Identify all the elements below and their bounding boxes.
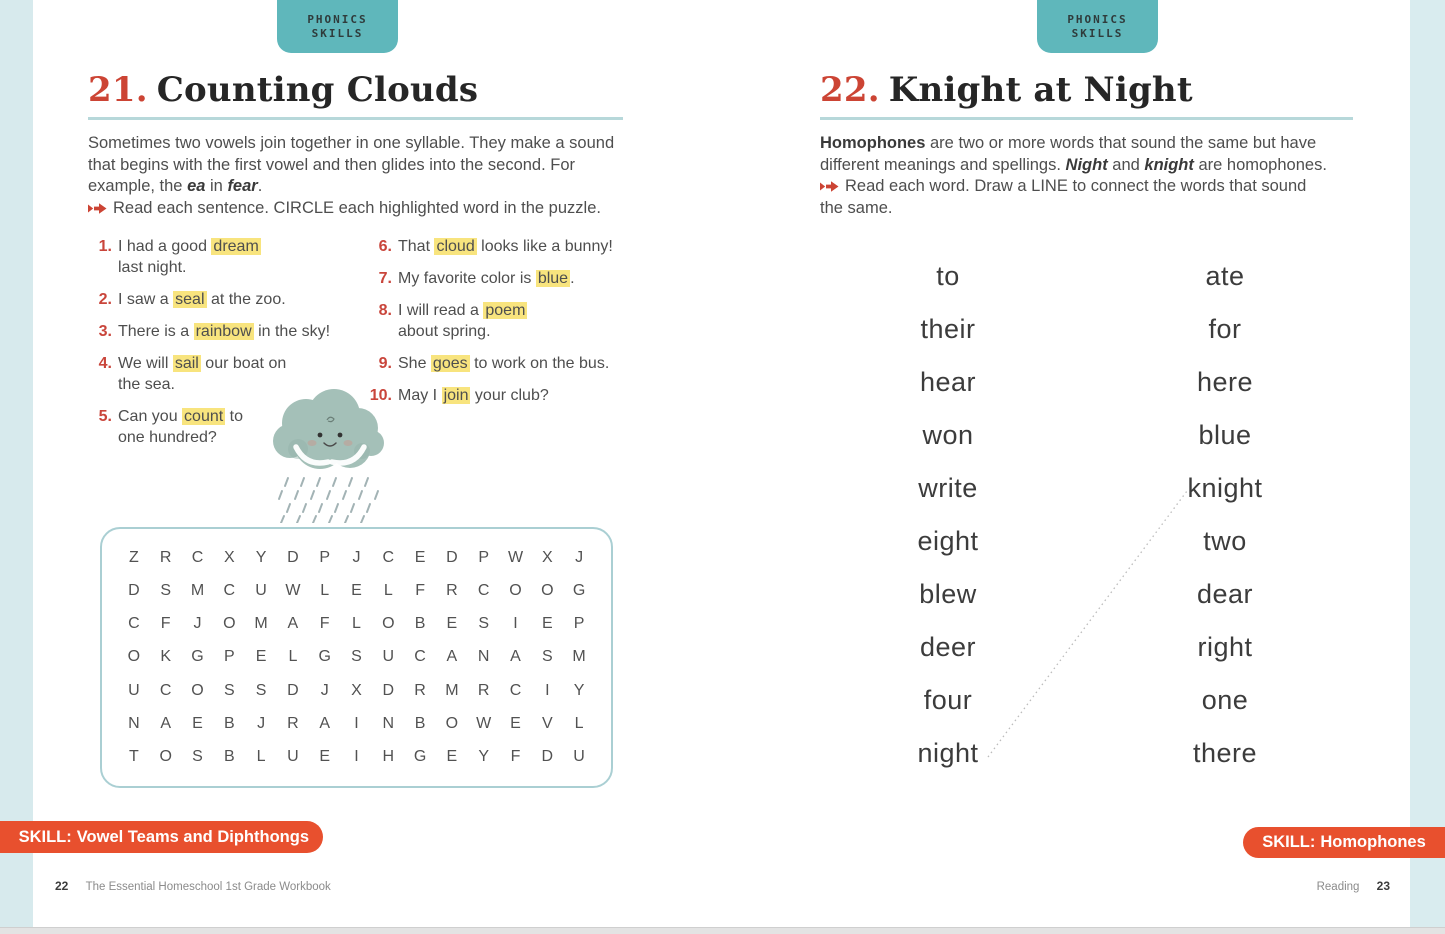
grid-letter: L xyxy=(288,648,298,666)
grid-letter: A xyxy=(510,648,521,666)
grid-letter: D xyxy=(541,748,554,766)
grid-letter: O xyxy=(191,681,204,699)
grid-letter: R xyxy=(287,715,299,733)
lesson-title-left xyxy=(88,70,478,110)
sentence-text xyxy=(398,302,527,340)
intro-left xyxy=(88,133,638,219)
sentence-text xyxy=(398,270,575,287)
highlighted-word: sail xyxy=(174,355,199,372)
grid-letter: E xyxy=(446,615,458,633)
sentence-item xyxy=(88,289,360,310)
sentence-number: 10. xyxy=(369,387,392,404)
sentence-number: 8. xyxy=(378,302,392,319)
grid-letter: O xyxy=(541,581,554,599)
sentence-number: 6. xyxy=(378,238,392,255)
grid-letter: S xyxy=(255,681,267,699)
grid-letter: F xyxy=(510,748,521,766)
sentence-post: . xyxy=(570,270,575,287)
tab-line2: SKILLS xyxy=(1071,26,1124,40)
example-word-fear: fear xyxy=(227,177,258,195)
grid-letter: P xyxy=(478,548,490,566)
sentence-post: our boat on xyxy=(200,355,287,372)
tab-line1: PHONICS xyxy=(307,12,368,26)
phonics-skills-tab-left xyxy=(277,0,398,53)
page-number-right: 23 xyxy=(1376,879,1390,893)
grid-letter: J xyxy=(320,681,329,699)
grid-letter: O xyxy=(223,615,236,633)
grid-letter: M xyxy=(572,648,586,666)
sentence-item xyxy=(368,236,630,257)
grid-letter: U xyxy=(382,648,395,666)
match-word-left: to xyxy=(936,261,960,291)
grid-letter: L xyxy=(320,581,330,599)
grid-letter: U xyxy=(573,748,585,766)
match-column-left xyxy=(858,250,1038,780)
lesson-number: 22. xyxy=(820,70,880,110)
intro-text: are two or more words that sound the same but have xyxy=(925,134,1317,152)
grid-letter: J xyxy=(575,548,584,566)
skill-text: Vowel Teams and Diphthongs xyxy=(76,827,309,846)
match-word-right: for xyxy=(1208,314,1242,344)
intro-line: that begins with the first vowel and then glides into the second. For xyxy=(88,155,576,174)
double-arrow-icon xyxy=(820,180,839,193)
match-word-left: night xyxy=(917,738,979,768)
grid-letter: C xyxy=(223,581,236,599)
lesson-title-text: Counting Clouds xyxy=(156,70,479,110)
grid-letter: P xyxy=(223,648,235,666)
grid-letter: C xyxy=(382,548,395,566)
tab-line2: SKILLS xyxy=(311,26,364,40)
grid-letter: I xyxy=(354,748,359,766)
grid-letter: L xyxy=(352,615,361,633)
grid-letter: G xyxy=(572,581,586,599)
word-search-grid xyxy=(100,527,613,788)
sentence-column-2 xyxy=(368,236,630,417)
sentence-number: 2. xyxy=(98,291,112,308)
sentence-line2: about spring. xyxy=(398,323,491,340)
grid-letter: A xyxy=(446,648,458,666)
example-word-knight: knight xyxy=(1144,155,1194,174)
grid-letter: R xyxy=(446,581,458,599)
sentence-text xyxy=(118,238,261,276)
intro-text: are homophones. xyxy=(1193,155,1327,174)
grid-letter: X xyxy=(541,548,553,566)
intro-line xyxy=(820,133,1370,155)
grid-letter: X xyxy=(223,548,235,566)
grid-letter: O xyxy=(159,748,172,766)
grid-letter: D xyxy=(382,681,395,699)
grid-letter: A xyxy=(160,715,172,733)
highlighted-word: blue xyxy=(537,270,569,287)
match-word-right: here xyxy=(1196,367,1254,397)
grid-letter: S xyxy=(192,748,203,766)
grid-letter: C xyxy=(191,548,204,566)
highlighted-word: join xyxy=(443,387,469,404)
intro-right xyxy=(820,133,1370,219)
grid-letter: Y xyxy=(255,548,267,566)
directive-left xyxy=(88,198,638,220)
directive-text: Read each word. Draw a LINE to connect the words that sound xyxy=(845,177,1307,195)
sentence-item xyxy=(368,385,630,406)
grid-letter: Z xyxy=(129,548,139,566)
grid-letter: A xyxy=(319,715,331,733)
grid-letter: E xyxy=(319,748,331,766)
page-edge-bottom xyxy=(0,927,1445,934)
grid-letter: W xyxy=(285,581,301,599)
match-word-right: knight xyxy=(1187,473,1263,503)
grid-letter: E xyxy=(510,715,521,733)
intro-text: example, the xyxy=(88,177,188,195)
sentence-number: 4. xyxy=(98,355,112,372)
grid-letter: C xyxy=(414,648,426,666)
grid-letter: D xyxy=(287,681,299,699)
lesson-title-text: Knight at Night xyxy=(888,70,1193,110)
grid-letter: H xyxy=(382,748,395,766)
intro-text: . xyxy=(257,177,263,195)
sentence-item xyxy=(368,353,630,374)
grid-letter: R xyxy=(414,681,426,699)
sentence-number: 9. xyxy=(378,355,392,372)
grid-letter: D xyxy=(287,548,299,566)
grid-letter: I xyxy=(354,715,359,733)
sentence-post: to work on the bus. xyxy=(469,355,610,372)
grid-letter: M xyxy=(254,615,268,633)
match-word-left: write xyxy=(918,473,978,503)
grid-letter: L xyxy=(574,715,584,733)
skill-label: SKILL: xyxy=(1262,833,1316,851)
highlighted-word: goes xyxy=(432,355,468,372)
grid-letter: D xyxy=(446,548,458,566)
intro-line xyxy=(820,155,1370,177)
grid-letter: D xyxy=(128,581,140,599)
sentence-line2: the sea. xyxy=(118,376,175,393)
match-column-right xyxy=(1135,250,1315,780)
grid-letter: I xyxy=(545,681,550,699)
vowel-team-ea: ea xyxy=(187,177,206,195)
grid-letter: J xyxy=(257,715,266,733)
highlighted-word: dream xyxy=(213,238,259,255)
highlighted-word: seal xyxy=(175,291,205,308)
directive-right xyxy=(820,176,1370,198)
match-word-left: deer xyxy=(919,632,977,662)
grid-letter: N xyxy=(382,715,395,733)
sentence-post: in the sky! xyxy=(253,323,331,340)
title-underline-right xyxy=(820,117,1353,120)
grid-letter: P xyxy=(573,615,585,633)
match-word-right: right xyxy=(1197,632,1253,662)
sentence-pre: I had a good xyxy=(118,238,212,255)
phonics-skills-tab-right xyxy=(1037,0,1158,53)
double-arrow-icon xyxy=(88,202,107,215)
grid-letter: A xyxy=(287,615,299,633)
page-edge-left xyxy=(0,0,33,928)
match-word-left: hear xyxy=(919,367,977,397)
sentence-pre: There is a xyxy=(118,323,194,340)
grid-letter: B xyxy=(414,615,426,633)
grid-letter: O xyxy=(127,648,141,666)
title-underline-left xyxy=(88,117,623,120)
example-word-night: Night xyxy=(1065,155,1108,174)
sentence-pre: May I xyxy=(398,387,442,404)
sentence-number: 7. xyxy=(378,270,392,287)
grid-letter: E xyxy=(351,581,362,599)
grid-letter: B xyxy=(223,715,235,733)
sentence-number: 3. xyxy=(98,323,112,340)
grid-letter: V xyxy=(541,715,553,733)
directive-text: Read each sentence. CIRCLE each highlighted word in the puzzle. xyxy=(113,198,601,217)
grid-letter: E xyxy=(446,748,458,766)
grid-letter: K xyxy=(160,648,172,666)
sentence-text xyxy=(118,408,243,446)
grid-letter: W xyxy=(507,548,524,566)
sentence-post: at the zoo. xyxy=(206,291,286,308)
grid-letter: F xyxy=(319,615,330,633)
grid-letter: C xyxy=(477,581,490,599)
lesson-number: 21. xyxy=(88,70,148,110)
match-word-right: ate xyxy=(1205,261,1245,291)
skill-banner-right xyxy=(1243,827,1445,858)
intro-text: in xyxy=(205,177,228,195)
highlighted-word: count xyxy=(184,408,224,425)
match-word-right: blue xyxy=(1198,420,1252,450)
match-word-right: two xyxy=(1203,526,1247,556)
grid-letter: S xyxy=(351,648,362,666)
rain-cloud-illustration xyxy=(258,383,403,523)
tab-line1: PHONICS xyxy=(1067,12,1128,26)
grid-letter: G xyxy=(318,648,331,666)
sentence-pre: I saw a xyxy=(118,291,174,308)
grid-letter: B xyxy=(414,715,426,733)
match-word-right: there xyxy=(1192,738,1258,768)
skill-label: SKILL: xyxy=(18,827,72,846)
sentence-text xyxy=(398,238,613,255)
grid-letter: O xyxy=(445,715,459,733)
skill-text: Homophones xyxy=(1320,833,1426,851)
sentence-pre: Can you xyxy=(118,408,183,425)
sentence-text xyxy=(118,291,286,308)
sentence-item xyxy=(368,268,630,289)
highlighted-word: cloud xyxy=(436,238,475,255)
grid-letter: O xyxy=(382,615,395,633)
footer-right xyxy=(1317,879,1390,893)
grid-letter: N xyxy=(477,648,490,666)
section-name: Reading xyxy=(1316,881,1360,893)
intro-line: Sometimes two vowels join together in one syllable. They make a sound xyxy=(88,134,615,152)
match-word-right: one xyxy=(1201,685,1249,715)
grid-letter: F xyxy=(160,615,171,633)
grid-letter: S xyxy=(478,615,490,633)
grid-letter: W xyxy=(476,715,492,733)
grid-letter: E xyxy=(192,715,203,733)
highlighted-word: rainbow xyxy=(195,323,252,340)
grid-letter: P xyxy=(319,548,331,566)
grid-letter: J xyxy=(352,548,361,566)
sentence-text xyxy=(398,387,549,404)
skill-banner-left xyxy=(0,821,323,853)
grid-letter: E xyxy=(255,648,267,666)
highlighted-word: poem xyxy=(485,302,526,319)
footer-left xyxy=(55,879,331,893)
grid-letter: L xyxy=(383,581,393,599)
sentence-item xyxy=(88,236,360,278)
grid-letter: U xyxy=(255,581,267,599)
page-number-left: 22 xyxy=(55,879,69,893)
grid-letter: U xyxy=(287,748,299,766)
match-word-left: eight xyxy=(917,526,979,556)
page-edge-right xyxy=(1410,0,1445,928)
grid-letter: E xyxy=(541,615,553,633)
grid-letter: G xyxy=(191,648,204,666)
sentence-pre: I will read a xyxy=(398,302,484,319)
sentence-item xyxy=(88,321,360,342)
sentence-post: your club? xyxy=(470,387,549,404)
sentence-item xyxy=(368,300,630,342)
grid-letter: O xyxy=(509,581,522,599)
sentence-post: to xyxy=(225,408,243,425)
grid-letter: N xyxy=(128,715,140,733)
match-word-right: dear xyxy=(1196,579,1254,609)
rain-drops xyxy=(279,478,378,523)
intro-text: and xyxy=(1107,155,1145,174)
term-homophones: Homophones xyxy=(820,134,926,152)
match-word-left: their xyxy=(920,314,976,344)
grid-letter: C xyxy=(159,681,172,699)
grid-letter: X xyxy=(351,681,362,699)
grid-letter: L xyxy=(256,748,266,766)
sentence-text xyxy=(118,323,330,340)
sentence-text xyxy=(398,355,609,372)
grid-letter: J xyxy=(193,615,202,633)
sentence-line2: one hundred? xyxy=(118,429,217,446)
grid-letter: C xyxy=(128,615,140,633)
sentence-pre: My favorite color is xyxy=(398,270,536,287)
sentence-line2: last night. xyxy=(118,259,187,276)
grid-letter: G xyxy=(413,748,427,766)
grid-letter: T xyxy=(129,748,139,766)
book-title: The Essential Homeschool 1st Grade Workbook xyxy=(85,881,331,893)
match-word-left: won xyxy=(922,420,974,450)
intro-text: different meanings and spellings. xyxy=(820,155,1066,174)
grid-letter: S xyxy=(223,681,235,699)
grid-letter: E xyxy=(414,548,426,566)
grid-letter: S xyxy=(160,581,172,599)
grid-letter: U xyxy=(128,681,140,699)
sentence-pre: That xyxy=(398,238,435,255)
grid-letter: R xyxy=(477,681,490,699)
match-word-left: blew xyxy=(919,579,977,609)
grid-letter: R xyxy=(159,548,172,566)
sentence-pre: She xyxy=(398,355,431,372)
grid-letter: C xyxy=(509,681,522,699)
match-word-left: four xyxy=(923,685,973,715)
grid-letter: M xyxy=(445,681,459,699)
lesson-title-right xyxy=(820,70,1193,110)
grid-letter: S xyxy=(541,648,553,666)
grid-letter: B xyxy=(223,748,235,766)
grid-letter: M xyxy=(190,581,205,599)
directive-text-line2: the same. xyxy=(820,198,893,217)
grid-letter: Y xyxy=(478,748,490,766)
grid-letter: Y xyxy=(573,681,585,699)
sentence-post: looks like a bunny! xyxy=(476,238,613,255)
sentence-number: 5. xyxy=(98,408,112,425)
sentence-pre: We will xyxy=(118,355,173,372)
grid-letter: I xyxy=(513,615,518,633)
intro-example-line xyxy=(88,176,638,198)
grid-letter: F xyxy=(415,581,425,599)
sentence-number: 1. xyxy=(98,238,112,255)
